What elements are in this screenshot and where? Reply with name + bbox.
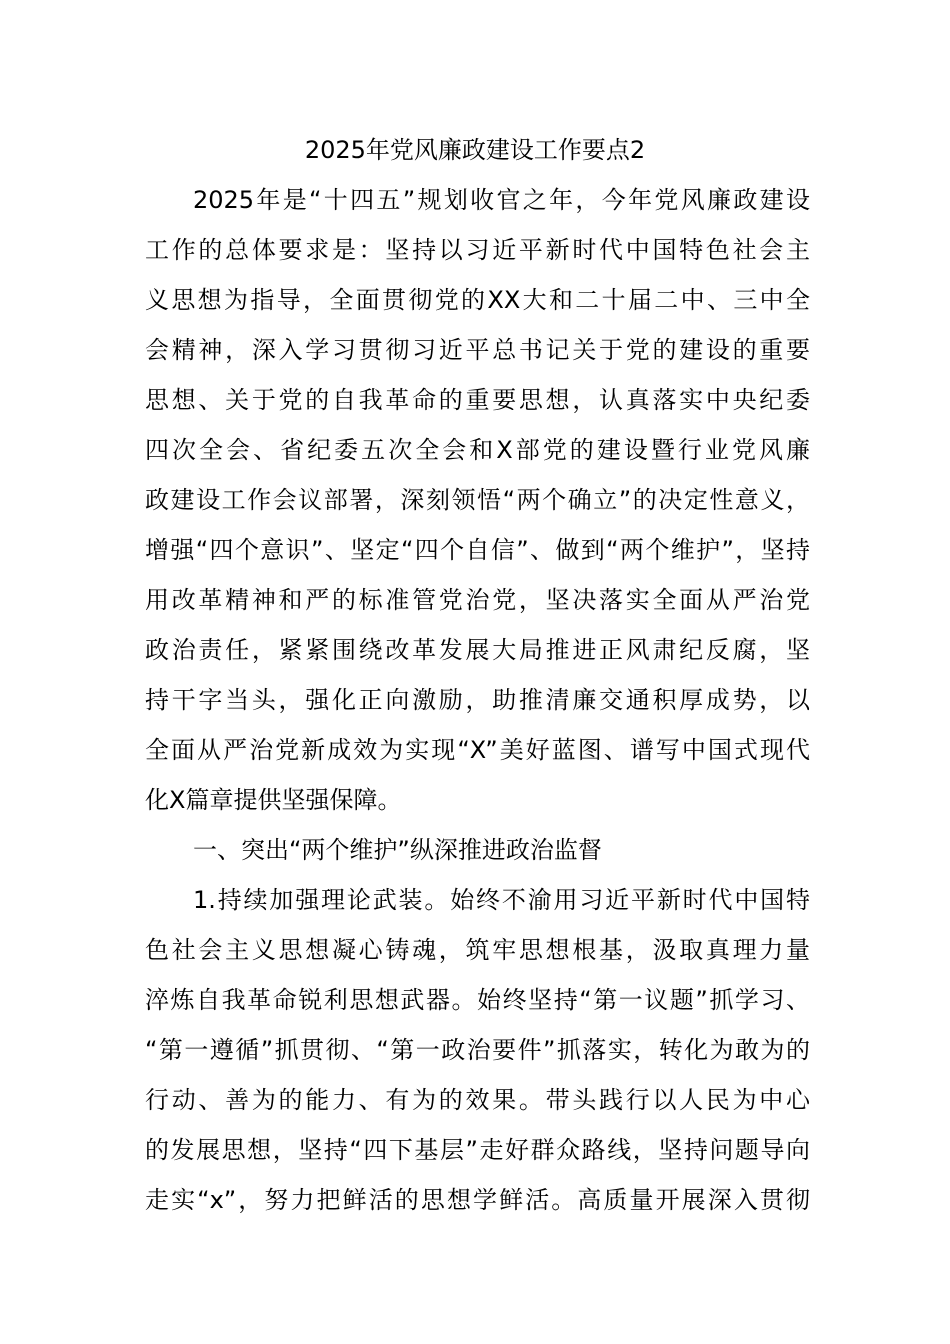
paragraph-line: 增强“四个意识”、坚定“四个自信”、做到“两个维护”，坚持 bbox=[145, 536, 810, 564]
paragraph-line: 化X篇章提供坚强保障。 bbox=[145, 786, 402, 814]
paragraph-line: 色社会主义思想凝心铸魂，筑牢思想根基，汲取真理力量 bbox=[145, 936, 810, 964]
paragraph-line: 1.持续加强理论武装。始终不渝用习近平新时代中国特 bbox=[193, 886, 810, 914]
paragraph-line: 工作的总体要求是：坚持以习近平新时代中国特色社会主 bbox=[145, 236, 810, 264]
paragraph-line: 全面从严治党新成效为实现“X”美好蓝图、谱写中国式现代 bbox=[145, 736, 810, 764]
paragraph-line: 持干字当头，强化正向激励，助推清廉交通积厚成势，以 bbox=[145, 686, 810, 714]
paragraph-line: 行动、善为的能力、有为的效果。带头践行以人民为中心 bbox=[145, 1086, 810, 1114]
paragraph-line: 四次全会、省纪委五次全会和X部党的建设暨行业党风廉 bbox=[145, 436, 810, 464]
paragraph-line: 思想、关于党的自我革命的重要思想，认真落实中央纪委 bbox=[145, 386, 810, 414]
paragraph-line: 会精神，深入学习贯彻习近平总书记关于党的建设的重要 bbox=[145, 336, 810, 364]
section-heading: 一、突出“两个维护”纵深推进政治监督 bbox=[193, 836, 602, 864]
paragraph-line: 走实“x”，努力把鲜活的思想学鲜活。高质量开展深入贯彻 bbox=[145, 1186, 810, 1214]
paragraph-line: 的发展思想，坚持“四下基层”走好群众路线，坚持问题导向 bbox=[145, 1136, 810, 1164]
paragraph-line: “第一遵循”抓贯彻、“第一政治要件”抓落实，转化为敢为的 bbox=[145, 1036, 810, 1064]
paragraph-line: 2025年是“十四五”规划收官之年，今年党风廉政建设 bbox=[193, 186, 810, 214]
paragraph-line: 用改革精神和严的标准管党治党，坚决落实全面从严治党 bbox=[145, 586, 810, 614]
paragraph-line: 淬炼自我革命锐利思想武器。始终坚持“第一议题”抓学习、 bbox=[145, 986, 810, 1014]
paragraph-line: 政治责任，紧紧围绕改革发展大局推进正风肃纪反腐，坚 bbox=[145, 636, 810, 664]
document-title: 2025年党风廉政建设工作要点2 bbox=[304, 136, 646, 164]
paragraph-line: 政建设工作会议部署，深刻领悟“两个确立”的决定性意义， bbox=[145, 486, 810, 514]
paragraph-line: 义思想为指导，全面贯彻党的XX大和二十届二中、三中全 bbox=[145, 286, 810, 314]
